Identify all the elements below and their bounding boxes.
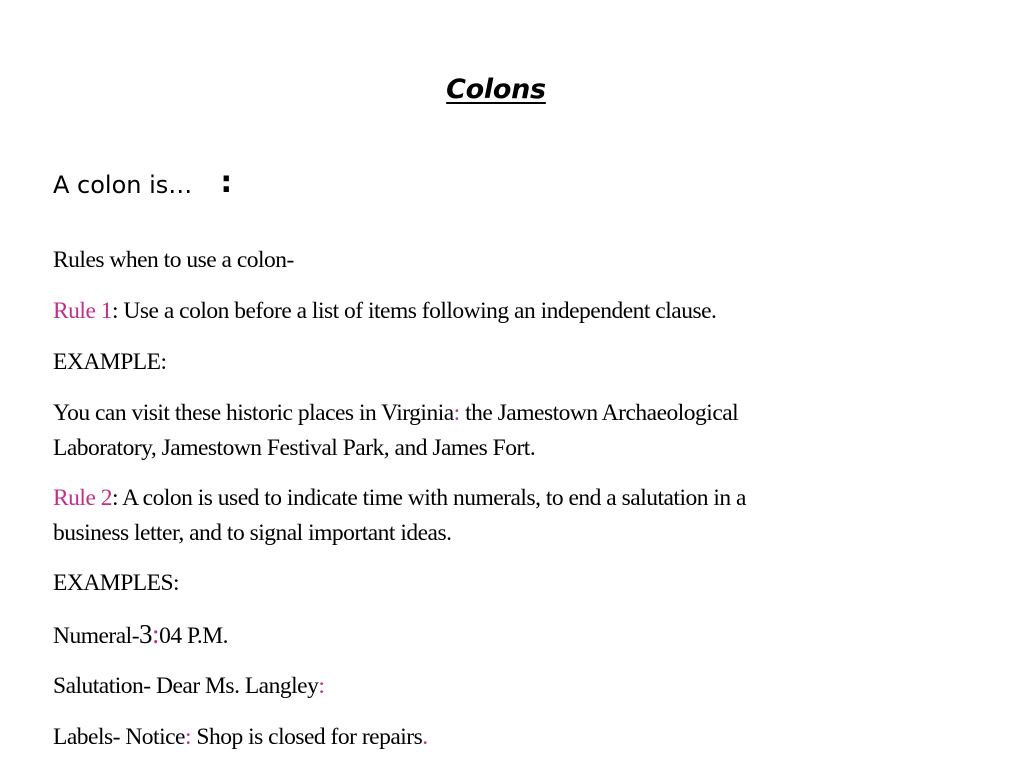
- slide-title: Colons: [446, 74, 546, 105]
- rule-1-line: [53, 294, 716, 329]
- labels-text: Shop is closed for repairs: [191, 724, 423, 750]
- labels-colon: :: [184, 724, 192, 750]
- intro-line: [53, 165, 233, 200]
- numeral-prefix: Numeral-: [53, 623, 140, 649]
- labels-period: .: [422, 724, 428, 750]
- salutation-text: Salutation- Dear Ms. Langley: [53, 673, 319, 699]
- colon-symbol: :: [220, 165, 233, 200]
- rule-2-label: Rule 2: [53, 485, 113, 511]
- numeral-colon: :: [152, 619, 160, 649]
- salutation-colon: :: [318, 673, 325, 699]
- rules-heading: Rules when to use a colon-: [53, 247, 294, 273]
- numeral-example: [53, 617, 228, 654]
- example-1-text-b: the Jamestown Archaeological: [459, 400, 739, 426]
- rule-1-label: Rule 1: [53, 298, 113, 324]
- example-1-colon: :: [453, 400, 460, 426]
- salutation-example: [53, 669, 324, 704]
- numeral-hour: 3: [139, 619, 153, 649]
- rule-2-line-1: [53, 481, 746, 516]
- example-1-text-a: You can visit these historic places in Virginia: [53, 400, 454, 426]
- rule-2-text: : A colon is used to indicate time with numerals, to end a salutation in a: [112, 485, 746, 511]
- rule-1-text: : Use a colon before a list of items following an independent clause.: [112, 298, 717, 324]
- labels-prefix: Labels- Notice: [53, 724, 185, 750]
- intro-text: A colon is…: [53, 171, 193, 199]
- example-heading: EXAMPLE:: [53, 349, 167, 375]
- rule-2-line-2: business letter, and to signal important ideas.: [53, 520, 452, 546]
- examples-heading: EXAMPLES:: [53, 570, 180, 596]
- example-1-line-1: [53, 396, 738, 431]
- example-1-line-2: Laboratory, Jamestown Festival Park, and James Fort.: [53, 435, 536, 461]
- labels-example: [53, 720, 428, 755]
- numeral-rest: 04 P.M.: [159, 623, 229, 649]
